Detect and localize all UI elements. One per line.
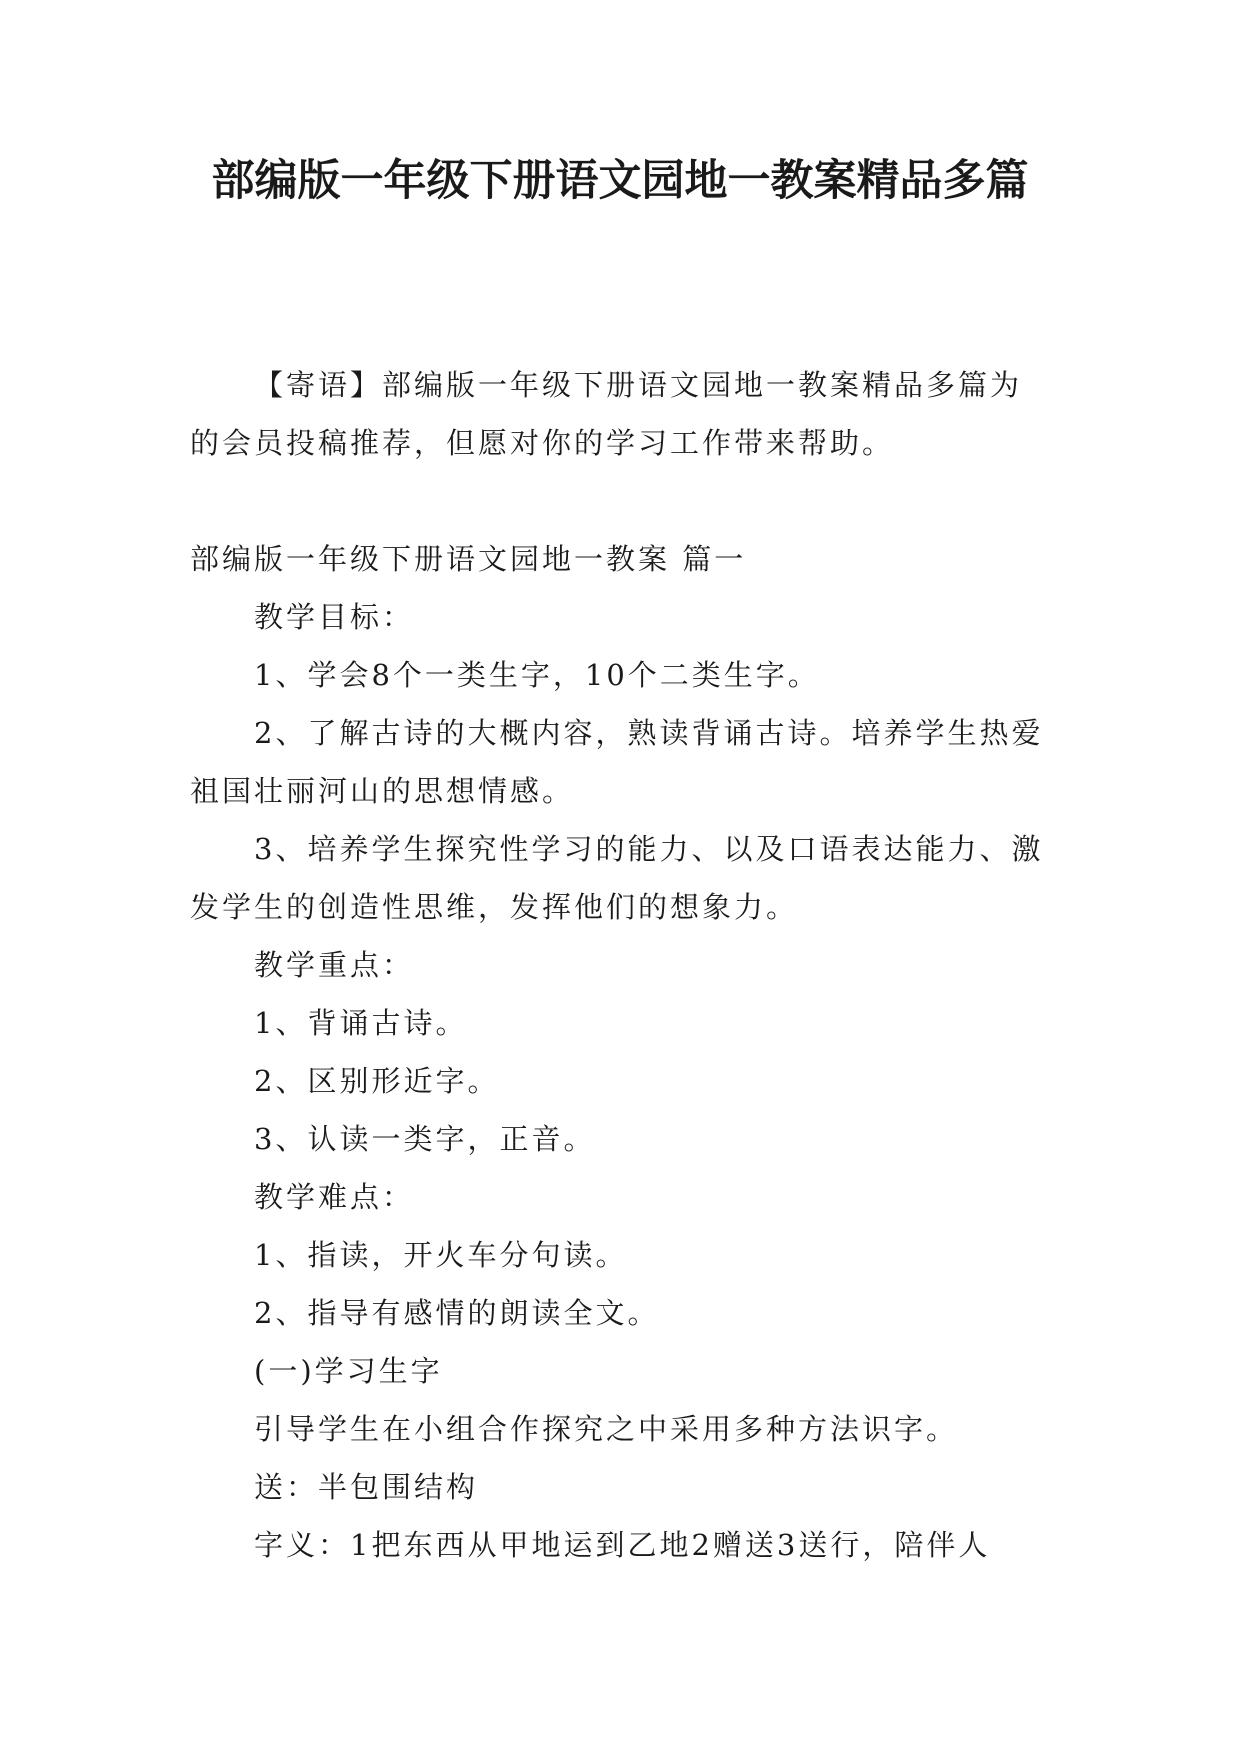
paragraph: 教学难点： [254,1180,415,1214]
paragraph: (一)学习生字 [254,1354,443,1388]
paragraph: 2、区别形近字。 [254,1064,500,1098]
paragraph: 送：半包围结构 [254,1470,479,1504]
paragraph: 3、认读一类字，正音。 [254,1122,596,1156]
paragraph: 引导学生在小组合作探究之中采用多种方法识字。 [254,1412,959,1446]
paragraph: 教学重点： [254,948,415,982]
intro-paragraph: 【寄语】部编版一年级下册语文园地一教案精品多篇为的会员投稿推荐，但愿对你的学习工作带来帮助。 [190,368,1023,460]
paragraph: 2、了解古诗的大概内容，熟读背诵古诗。培养学生热爱祖国壮丽河山的思想情感。 [190,716,1044,808]
paragraph: 1、学会8个一类生字，10个二类生字。 [254,658,820,692]
paragraph: 1、指读，开火车分句读。 [254,1238,628,1272]
paragraph: 字义：1把东西从甲地运到乙地2赠送3送行，陪伴人 [254,1528,991,1562]
paragraph: 3、培养学生探究性学习的能力、以及口语表达能力、激发学生的创造性思维，发挥他们的想象力。 [190,832,1044,924]
paragraph: 1、背诵古诗。 [254,1006,468,1040]
document-title: 部编版一年级下册语文园地一教案精品多篇 [211,156,1029,206]
paragraph: 2、指导有感情的朗读全文。 [254,1296,660,1330]
document-body [190,356,1052,1574]
section-heading: 部编版一年级下册语文园地一教案 篇一 [190,542,747,576]
spacer [190,472,1052,530]
paragraph: 教学目标： [254,600,415,634]
